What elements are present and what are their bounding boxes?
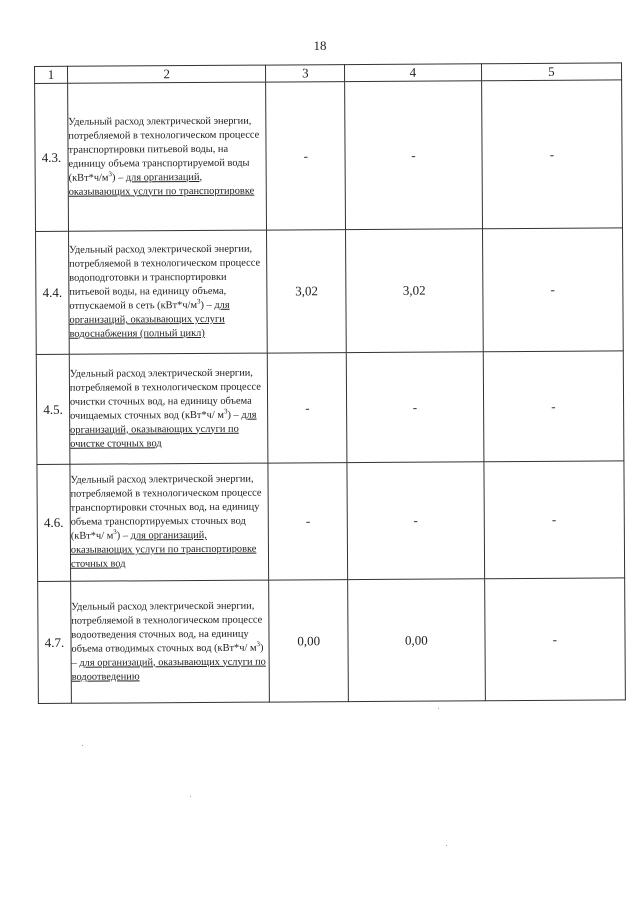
row-description (68, 230, 267, 354)
indicators-table (34, 62, 626, 704)
cell-col-3: - (268, 353, 347, 463)
scan-speck (82, 745, 83, 746)
description-underlined: для организаций, оказывающих услуги по транспортировке (68, 171, 255, 198)
row-number: 4.4. (36, 231, 70, 354)
row-description (70, 463, 269, 581)
description-close: ) – (111, 171, 126, 184)
cell-col-3: 3,02 (267, 230, 346, 353)
row-number: 4.5. (36, 354, 70, 464)
header-col-1: 1 (35, 66, 68, 83)
description-text: Удельный расход электрической энергии, потребляемой в технологическом процессе транспортировки питьевой воды, на единицу объема транспортируемой воды (кВт*ч/м (68, 115, 260, 184)
superscript: 3 (196, 297, 201, 306)
description-underlined: для организаций, оказывающих услуги по транспортировке сточных вод (70, 529, 257, 570)
row-description (69, 353, 268, 464)
description-underlined: для организаций, оказывающих услуги по водоотведению (71, 656, 266, 683)
table-row (36, 351, 624, 465)
table-row (36, 228, 624, 355)
description-close: ) – (200, 299, 215, 311)
description-text: Удельный расход электрической энергии, потребляемой в технологическом процессе водоподготовки и транспортировки питьевой воды, на единицу объема, отпускаемой в сеть (кВт*ч/м (69, 243, 261, 312)
cell-col-5: - (481, 80, 622, 229)
cell-col-3: - (266, 82, 346, 230)
cell-col-5: - (484, 461, 625, 579)
cell-col-5: - (482, 228, 623, 352)
table-row (37, 461, 625, 582)
description-close: ) – (71, 642, 264, 669)
header-col-5: 5 (481, 63, 622, 81)
scan-speck (190, 796, 191, 797)
row-description (68, 82, 267, 231)
page-number: 18 (313, 38, 327, 53)
cell-col-3: - (268, 463, 347, 580)
cell-col-4: 3,02 (346, 229, 483, 353)
description-text: Удельный расход электрической энергии, потребляемой в технологическом процессе водоотведения сточных вод, на единицу объема отводимых сточных вод (кВт*ч/ м (71, 600, 263, 655)
cell-col-5: - (484, 578, 625, 701)
table-row (38, 578, 626, 704)
cell-col-4: - (347, 462, 484, 580)
cell-col-4: - (345, 81, 482, 230)
superscript: 3 (223, 406, 228, 415)
table-row (35, 80, 623, 232)
description-underlined: для организаций, оказывающих услуги водоснабжения (полный цикл) (69, 299, 230, 340)
description-text: Удельный расход электрической энергии, потребляемой в технологическом процессе очистки сточных вод, на единицу объема очищаемых сточных вод (кВт*ч/ м (69, 367, 261, 422)
superscript: 3 (108, 169, 112, 178)
superscript: 3 (113, 528, 117, 537)
cell-col-3: 0,00 (269, 580, 348, 702)
header-col-2: 2 (67, 65, 266, 83)
scan-speck (438, 708, 439, 709)
description-close: ) – (227, 409, 242, 421)
row-number: 4.6. (37, 464, 71, 581)
description-close: ) – (116, 530, 131, 542)
row-description (71, 580, 270, 703)
description-text: Удельный расход электрической энергии, потребляемой в технологическом процессе транспортировки сточных вод, на единицу объема транспортируемых сточных вод (кВт*ч/ м (70, 473, 262, 542)
row-number: 4.7. (38, 581, 72, 703)
header-col-3: 3 (266, 65, 345, 82)
description-underlined: для организаций, оказывающих услуги по очистке сточных вод (70, 409, 257, 450)
scan-speck (446, 845, 447, 846)
cell-col-4: - (346, 352, 483, 463)
cell-col-5: - (483, 351, 624, 462)
header-col-4: 4 (345, 64, 482, 82)
row-number: 4.3. (35, 83, 69, 231)
cell-col-4: 0,00 (348, 579, 485, 702)
superscript: 3 (256, 639, 261, 648)
